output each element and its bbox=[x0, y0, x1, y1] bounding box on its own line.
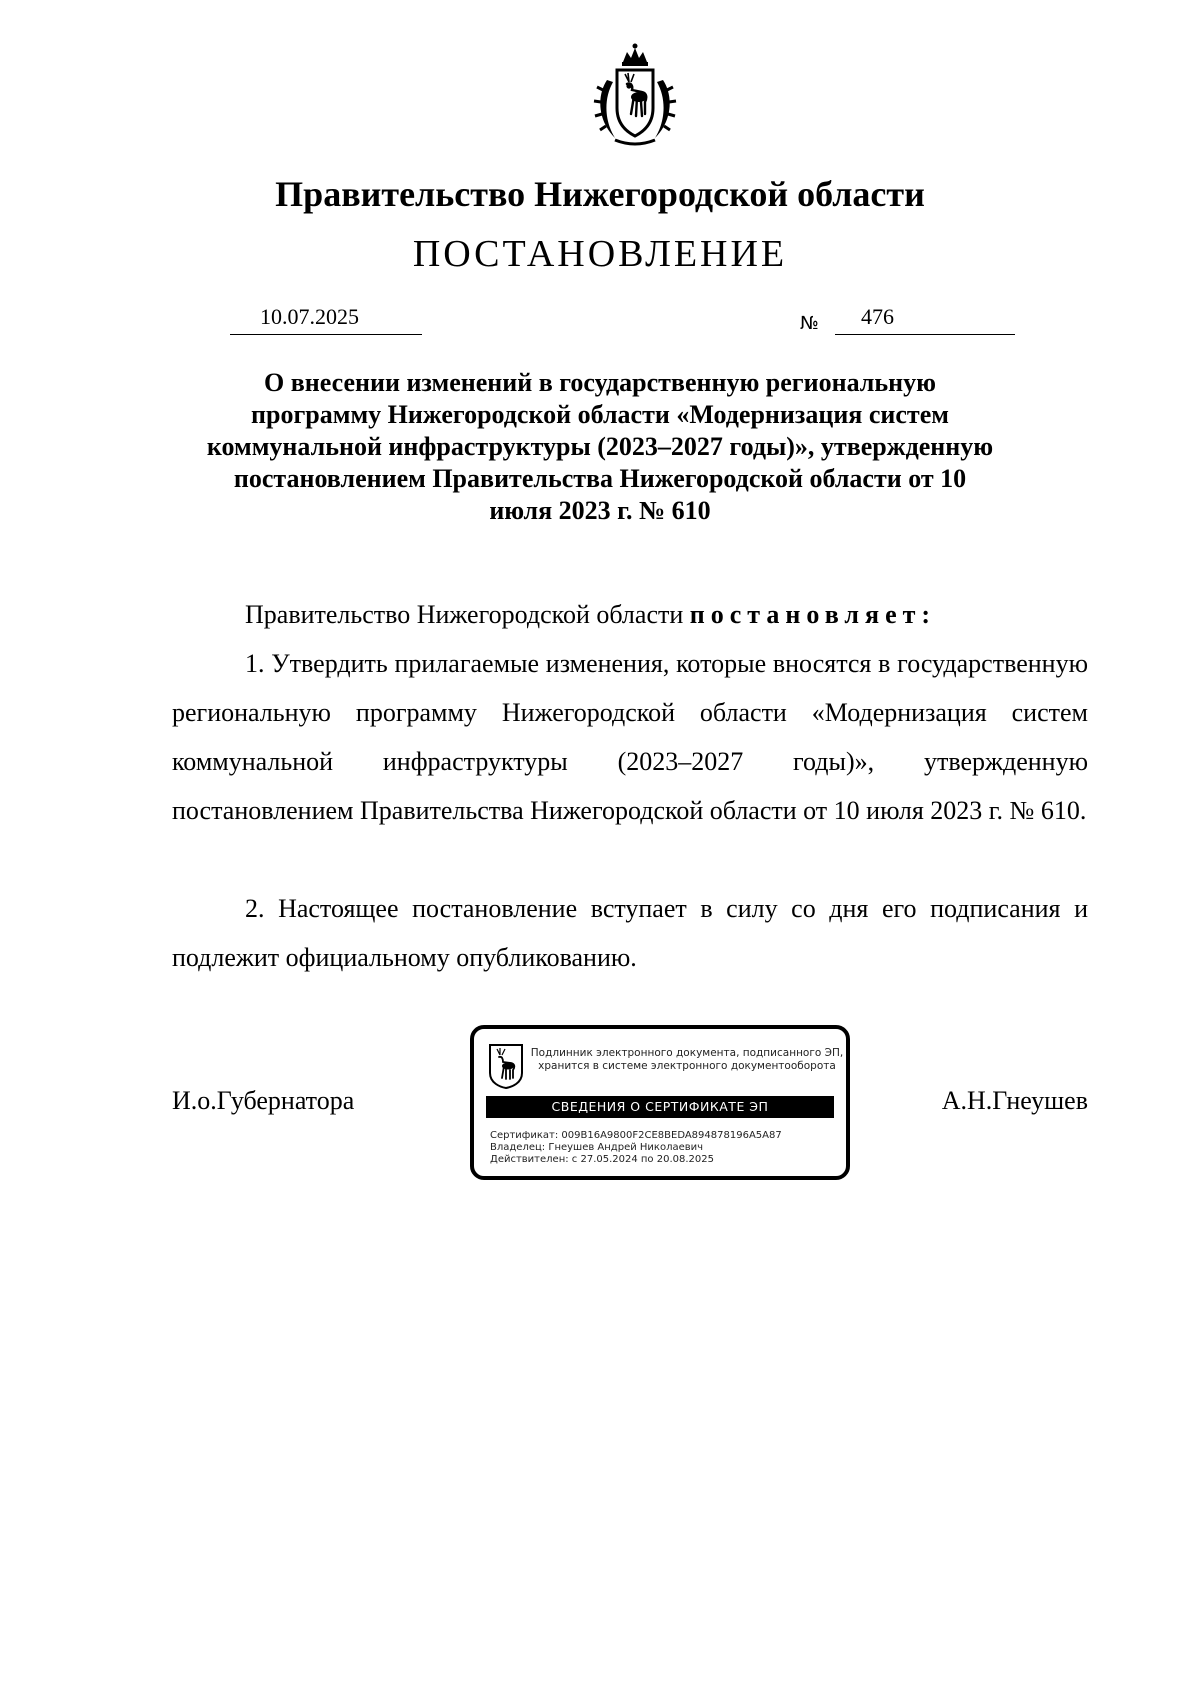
document-number: 476 bbox=[861, 304, 894, 329]
intro-lead: Правительство Нижегородской области bbox=[245, 600, 684, 629]
certificate-header-line-2: хранится в системе электронного документооборота bbox=[538, 1060, 836, 1072]
certificate-header-line-1: Подлинник электронного документа, подписанного ЭП, bbox=[530, 1047, 844, 1059]
signatory-name: А.Н.Гнеушев bbox=[941, 1086, 1088, 1115]
intro-paragraph bbox=[172, 590, 1088, 639]
coat-of-arms-icon bbox=[585, 40, 685, 152]
deer-shield-icon bbox=[488, 1043, 524, 1089]
document-type: ПОСТАНОВЛЕНИЕ bbox=[412, 233, 788, 275]
item-1-paragraph: 1. Утвердить прилагаемые изменения, которые вносятся в государственную региональную программу Нижегородской области «Модернизация систем коммунальной инфраструктуры (2023–2027 годы)», утвержденную постановлением Правительства Нижегородской области от 10 июля 2023 г. № 610. bbox=[172, 649, 1088, 825]
date-field bbox=[230, 304, 422, 335]
certificate-number: Сертификат: 009B16A9800F2CE8BEDA894878196A5A87 bbox=[490, 1130, 782, 1141]
signatory-position: И.о.Губернатора bbox=[172, 1086, 355, 1115]
item-2-paragraph: 2. Настоящее постановление вступает в силу со дня его подписания и подлежит официальному опубликованию. bbox=[172, 894, 1088, 972]
document-title: О внесении изменений в государственную региональную программу Нижегородской области «Модернизация систем коммунальной инфраструктуры (2023–2027 годы)», утвержденную постановлением Правительства Нижегородской области от 10 июля 2023 г. № 610 bbox=[206, 368, 994, 525]
number-sign: № bbox=[800, 313, 819, 334]
certificate-owner: Владелец: Гнеушев Андрей Николаевич bbox=[490, 1142, 704, 1153]
certificate-info-bar: СВЕДЕНИЯ О СЕРТИФИКАТЕ ЭП bbox=[486, 1096, 834, 1118]
certificate-validity: Действителен: с 27.05.2024 по 20.08.2025 bbox=[490, 1154, 714, 1165]
number-field bbox=[835, 304, 1015, 335]
document-date: 10.07.2025 bbox=[260, 304, 359, 329]
intro-verb: постановляет: bbox=[689, 600, 937, 629]
organization-name: Правительство Нижегородской области bbox=[275, 174, 925, 214]
certificate-stamp bbox=[470, 1025, 850, 1180]
